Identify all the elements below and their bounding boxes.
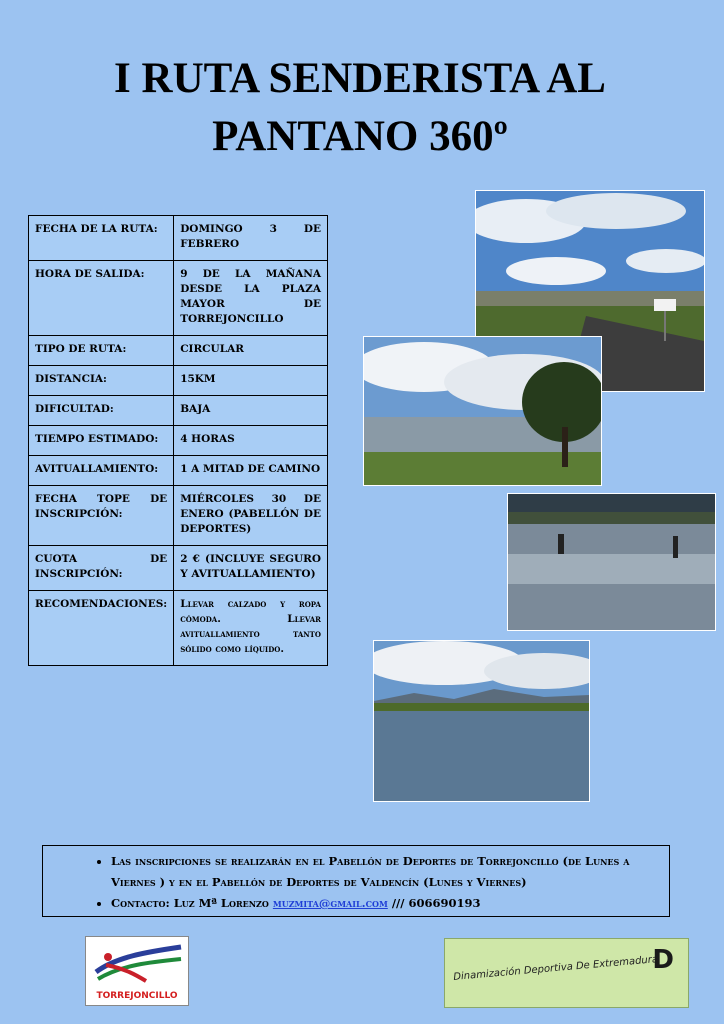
info-value: Llevar calzado y ropa cómoda. Llevar avituallamiento tanto sólido como líquido. bbox=[174, 591, 328, 666]
info-value: 1 A MITAD DE CAMINO bbox=[174, 456, 328, 486]
title-line-2: PANTANO 360º bbox=[212, 113, 508, 160]
dinamizacion-deportiva-logo bbox=[444, 938, 689, 1008]
info-value: 15KM bbox=[174, 366, 328, 396]
dinamizacion-d-mark: D bbox=[652, 945, 674, 975]
info-label: HORA DE SALIDA: bbox=[29, 261, 174, 336]
torrejoncillo-logo bbox=[85, 936, 189, 1006]
info-label: FECHA TOPE DE INSCRIPCIÓN: bbox=[29, 486, 174, 546]
info-row bbox=[29, 336, 328, 366]
info-row bbox=[29, 591, 328, 666]
info-label: TIEMPO ESTIMADO: bbox=[29, 426, 174, 456]
info-row bbox=[29, 261, 328, 336]
info-row bbox=[29, 366, 328, 396]
torrejoncillo-emblem-icon bbox=[86, 937, 188, 987]
info-row bbox=[29, 216, 328, 261]
registration-notice bbox=[42, 845, 670, 917]
info-value: 4 HORAS bbox=[174, 426, 328, 456]
route-info-table bbox=[28, 215, 328, 666]
photo-flooded-trees bbox=[507, 493, 716, 631]
info-value: DOMINGO 3 DE FEBRERO bbox=[174, 216, 328, 261]
notice-item-contact bbox=[111, 893, 669, 914]
info-value: 9 DE LA MAÑANA DESDE LA PLAZA MAYOR DE TORREJONCILLO bbox=[174, 261, 328, 336]
info-label: TIPO DE RUTA: bbox=[29, 336, 174, 366]
info-label: RECOMENDACIONES: bbox=[29, 591, 174, 666]
info-value: BAJA bbox=[174, 396, 328, 426]
info-label: FECHA DE LA RUTA: bbox=[29, 216, 174, 261]
info-row bbox=[29, 486, 328, 546]
info-value: MIÉRCOLES 30 DE ENERO (PABELLÓN DE DEPORTES) bbox=[174, 486, 328, 546]
info-label: AVITUALLAMIENTO: bbox=[29, 456, 174, 486]
info-label: DISTANCIA: bbox=[29, 366, 174, 396]
contact-phone: /// 606690193 bbox=[391, 896, 481, 910]
contact-email-link[interactable]: muzmita@gmail.com bbox=[272, 896, 388, 910]
poster-title bbox=[60, 50, 660, 166]
info-label: CUOTA DE INSCRIPCIÓN: bbox=[29, 546, 174, 591]
info-row bbox=[29, 546, 328, 591]
notice-item-registration: • Las inscripciones se realizarán en el Pabellón de Deportes de Torrejoncillo (de Lunes a Viernes ) y en el Pabellón de Deportes de Valdencín (Lunes y Viernes) bbox=[111, 851, 669, 893]
info-value: 2 € (INCLUYE SEGURO Y AVITUALLAMIENTO) bbox=[174, 546, 328, 591]
info-label: DIFICULTAD: bbox=[29, 396, 174, 426]
info-value: CIRCULAR bbox=[174, 336, 328, 366]
torrejoncillo-logo-text: TORREJONCILLO bbox=[96, 991, 178, 1001]
photo-reservoir-tree bbox=[363, 336, 602, 486]
title-line-1: I RUTA SENDERISTA AL bbox=[114, 55, 606, 102]
info-row bbox=[29, 426, 328, 456]
info-row bbox=[29, 396, 328, 426]
dinamizacion-logo-text: Dinamización Deportiva De Extremadura bbox=[452, 954, 659, 983]
contact-label: Contacto: Luz Mª Lorenzo bbox=[111, 896, 269, 910]
photo-lake-mountains bbox=[373, 640, 590, 802]
info-row bbox=[29, 456, 328, 486]
